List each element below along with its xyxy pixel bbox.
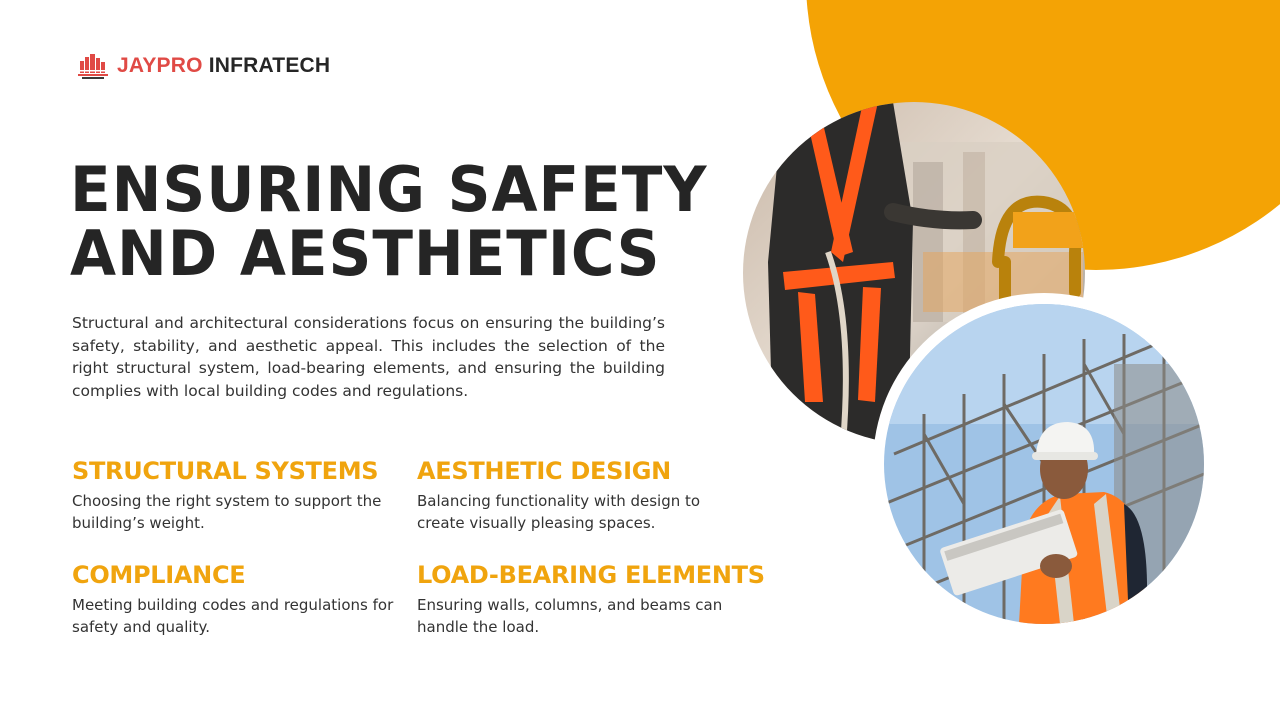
brand-name-part2: INFRATECH [208,54,331,77]
feature-heading: STRUCTURAL SYSTEMS [72,457,379,485]
feature-load-bearing-elements [417,560,765,638]
feature-heading: LOAD-BEARING ELEMENTS [417,561,765,589]
company-logo [76,52,330,80]
feature-compliance [72,560,402,638]
engineer-scaffolding-photo [884,304,1204,624]
feature-description: Meeting building codes and regulations for safety and quality. [72,596,394,636]
feature-description: Balancing functionality with design to create visually pleasing spaces. [417,492,701,532]
brand-name [117,54,330,78]
brand-name-part1: JAYPRO [117,54,203,77]
page-title [70,153,708,290]
feature-aesthetic-design [417,456,747,534]
feature-description: Ensuring walls, columns, and beams can handle the load. [417,596,723,636]
feature-structural-systems [72,456,402,534]
page-title-line1: ENSURING SAFETY [70,153,708,226]
page-title-line2: AND AESTHETICS [70,217,661,290]
feature-description: Choosing the right system to support the building’s weight. [72,492,382,532]
feature-heading: AESTHETIC DESIGN [417,457,671,485]
feature-heading: COMPLIANCE [72,561,246,589]
building-logo-icon [76,52,110,80]
intro-paragraph: Structural and architectural considerations focus on ensuring the building’s safety, stability, and aesthetic appeal. This includes the selection of the right structural system, load-bearing elements, and ensuring the building complies with local building codes and regulations. [72,314,665,400]
